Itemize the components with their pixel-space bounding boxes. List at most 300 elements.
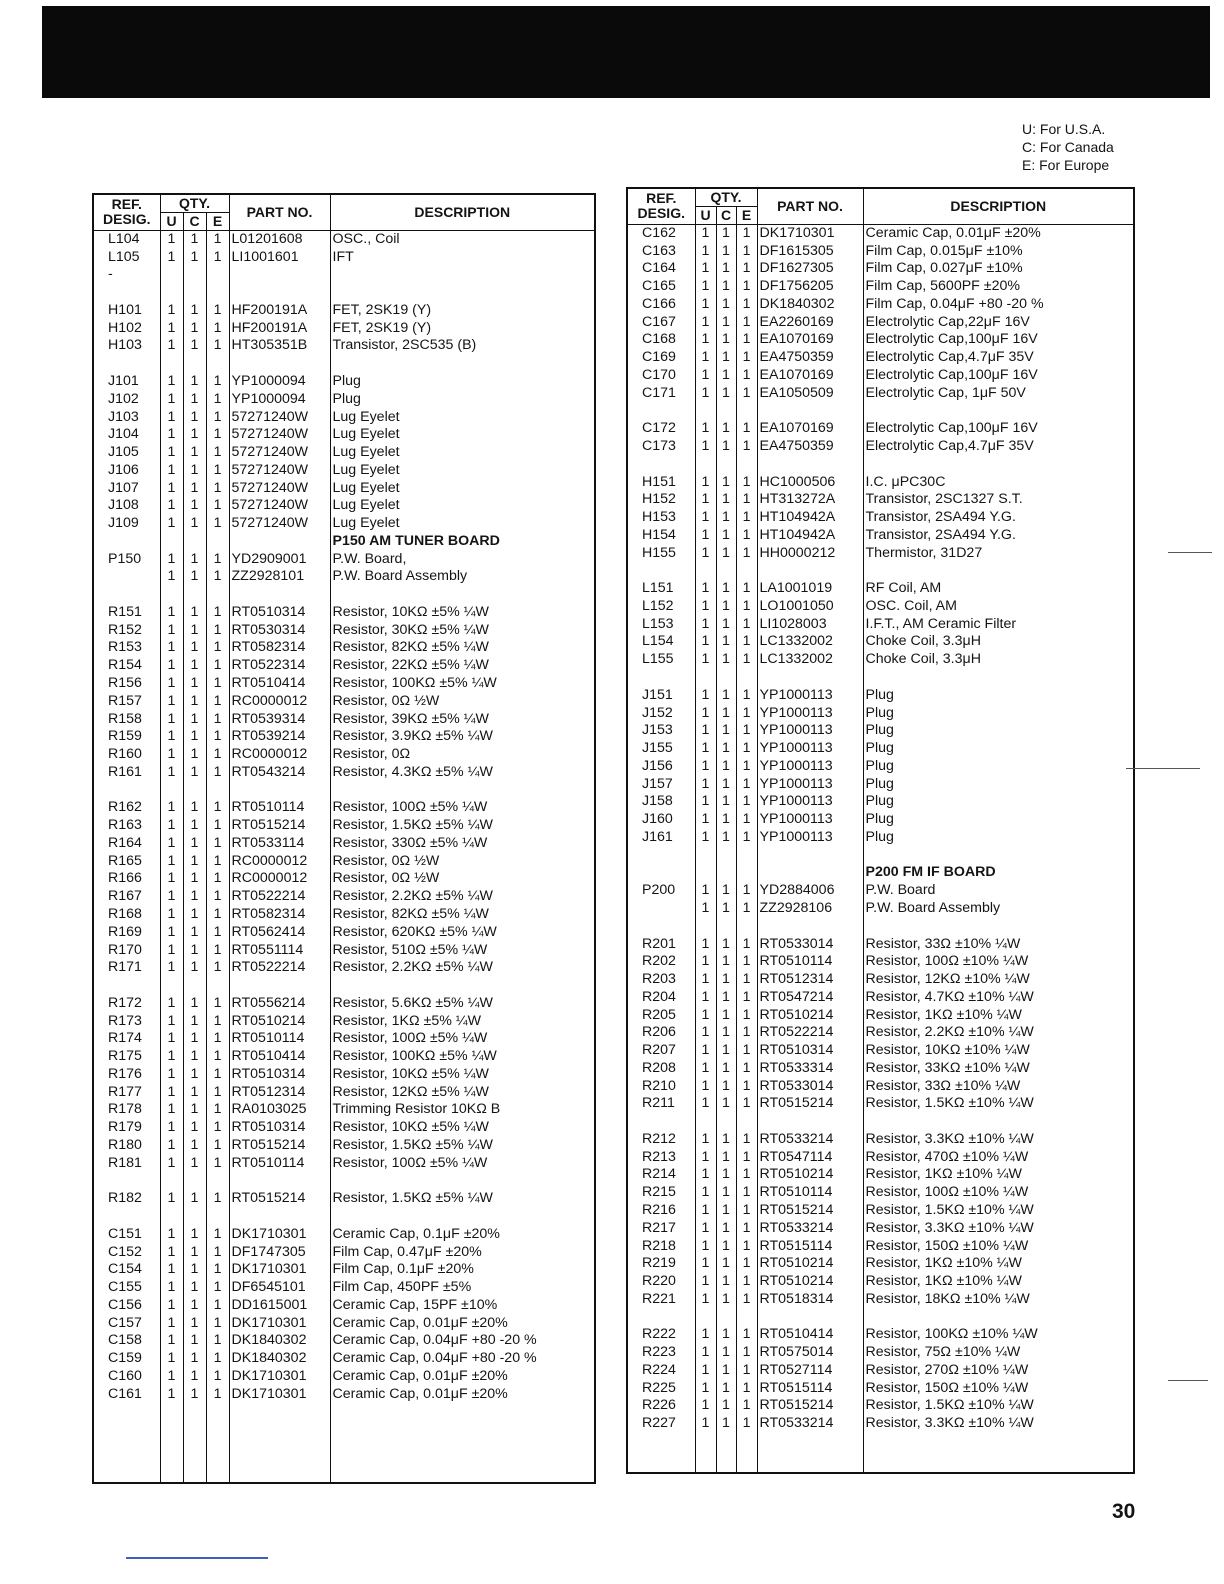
cell-part: RC0000012 xyxy=(229,870,330,888)
cell-desc: Resistor, 3.3KΩ ±10% ¼W xyxy=(863,1415,1134,1433)
cell-u: 1 xyxy=(160,302,183,320)
cell-c: 1 xyxy=(716,420,736,438)
cell-e: 1 xyxy=(206,1279,229,1297)
cell-u xyxy=(160,781,183,799)
cell-desc xyxy=(863,402,1134,420)
cell-ref: J157 xyxy=(627,775,695,793)
cell-c: 1 xyxy=(716,598,736,616)
parts-row xyxy=(93,1208,595,1226)
cell-desc: Lug Eyelet xyxy=(330,426,595,444)
parts-row xyxy=(627,296,1134,314)
cell-u: 1 xyxy=(160,373,183,391)
cell-part xyxy=(229,533,330,551)
cell-ref: R224 xyxy=(627,1362,695,1380)
cell-c: 1 xyxy=(716,509,736,527)
cell-e: 1 xyxy=(206,852,229,870)
cell-part: RT0510214 xyxy=(757,1273,863,1291)
parts-row xyxy=(627,882,1134,900)
cell-ref: J152 xyxy=(627,704,695,722)
parts-row xyxy=(627,1095,1134,1113)
cell-ref: R203 xyxy=(627,971,695,989)
cell-c: 1 xyxy=(183,1154,206,1172)
cell-desc: Choke Coil, 3.3μH xyxy=(863,651,1134,669)
cell-e: 1 xyxy=(206,941,229,959)
cell-u: 1 xyxy=(695,1362,716,1380)
parts-row xyxy=(627,1184,1134,1202)
cell-u: 1 xyxy=(160,1261,183,1279)
cell-e: 1 xyxy=(736,1148,757,1166)
cell-c: 1 xyxy=(716,651,736,669)
cell-part: DF1756205 xyxy=(757,278,863,296)
cell-part: RT0575014 xyxy=(757,1344,863,1362)
cell-part xyxy=(757,402,863,420)
parts-row xyxy=(93,675,595,693)
qty-u-header: U xyxy=(160,212,183,230)
parts-row xyxy=(627,1344,1134,1362)
parts-row xyxy=(627,811,1134,829)
cell-u: 1 xyxy=(695,438,716,456)
cell-e: 1 xyxy=(206,1296,229,1314)
cell-part: LC1332002 xyxy=(757,633,863,651)
cell-desc: Ceramic Cap, 15PF ±10% xyxy=(330,1296,595,1314)
parts-table-left-body xyxy=(93,230,595,1483)
cell-u xyxy=(695,669,716,687)
cell-c: 1 xyxy=(716,331,736,349)
cell-desc: Resistor, 510Ω ±5% ¼W xyxy=(330,941,595,959)
cell-desc: Resistor, 82KΩ ±5% ¼W xyxy=(330,906,595,924)
parts-row xyxy=(93,319,595,337)
cell-c xyxy=(183,977,206,995)
part-no-header: PART NO. xyxy=(757,188,863,224)
cell-c: 1 xyxy=(183,888,206,906)
qty-c-header: C xyxy=(716,206,736,224)
cell-e: 1 xyxy=(736,384,757,402)
parts-row xyxy=(627,527,1134,545)
cell-desc: Film Cap, 0.027μF ±10% xyxy=(863,260,1134,278)
parts-row xyxy=(93,994,595,1012)
cell-c: 1 xyxy=(183,1243,206,1261)
cell-part: RT0543214 xyxy=(229,763,330,781)
cell-ref: R219 xyxy=(627,1255,695,1273)
cell-desc: FET, 2SK19 (Y) xyxy=(330,302,595,320)
cell-e: 1 xyxy=(736,988,757,1006)
cell-ref: C159 xyxy=(93,1350,160,1368)
cell-ref xyxy=(93,355,160,373)
qty-header: QTY. xyxy=(160,194,229,212)
cell-ref: R164 xyxy=(93,835,160,853)
parts-row xyxy=(627,1308,1134,1326)
cell-u: 1 xyxy=(160,1048,183,1066)
cell-part xyxy=(757,846,863,864)
cell-part: RT0510214 xyxy=(757,1166,863,1184)
cell-ref: P200 xyxy=(627,882,695,900)
cell-e: 1 xyxy=(206,1243,229,1261)
parts-row xyxy=(627,455,1134,473)
cell-u: 1 xyxy=(160,319,183,337)
cell-ref: R212 xyxy=(627,1131,695,1149)
cell-u: 1 xyxy=(160,1314,183,1332)
cell-c: 1 xyxy=(716,260,736,278)
cell-ref: C155 xyxy=(93,1279,160,1297)
filler-cell xyxy=(716,1433,736,1473)
cell-c: 1 xyxy=(716,491,736,509)
cell-ref: R208 xyxy=(627,1059,695,1077)
cell-ref: R207 xyxy=(627,1042,695,1060)
cell-part: 57271240W xyxy=(229,426,330,444)
cell-desc: Resistor, 1KΩ ±10% ¼W xyxy=(863,1273,1134,1291)
cell-e xyxy=(206,781,229,799)
cell-ref: R171 xyxy=(93,959,160,977)
cell-c: 1 xyxy=(183,1332,206,1350)
cell-e: 1 xyxy=(736,1273,757,1291)
cell-u: 1 xyxy=(160,1030,183,1048)
cell-e: 1 xyxy=(206,1083,229,1101)
cell-desc: Electrolytic Cap,4.7μF 35V xyxy=(863,349,1134,367)
cell-ref: J105 xyxy=(93,444,160,462)
cell-e xyxy=(206,284,229,302)
cell-part: RT0510214 xyxy=(757,1006,863,1024)
cell-part: RC0000012 xyxy=(229,746,330,764)
cell-e: 1 xyxy=(206,373,229,391)
cell-ref: H155 xyxy=(627,544,695,562)
cell-u: 1 xyxy=(695,722,716,740)
cell-e: 1 xyxy=(736,1219,757,1237)
cell-u xyxy=(695,864,716,882)
parts-row xyxy=(93,1332,595,1350)
cell-c: 1 xyxy=(716,580,736,598)
cell-part: RT0515114 xyxy=(757,1237,863,1255)
cell-ref: C163 xyxy=(627,242,695,260)
footer-rule xyxy=(126,1557,268,1559)
cell-ref xyxy=(627,917,695,935)
cell-desc xyxy=(863,455,1134,473)
parts-row xyxy=(627,1397,1134,1415)
cell-part: LO1001050 xyxy=(757,598,863,616)
cell-part: RT0533014 xyxy=(757,935,863,953)
parts-row xyxy=(627,704,1134,722)
cell-desc: Resistor, 1KΩ ±10% ¼W xyxy=(863,1006,1134,1024)
cell-c: 1 xyxy=(183,1368,206,1386)
cell-u: 1 xyxy=(160,959,183,977)
cell-c: 1 xyxy=(716,1237,736,1255)
cell-part: HH0000212 xyxy=(757,544,863,562)
cell-desc xyxy=(330,355,595,373)
parts-row xyxy=(627,651,1134,669)
cell-c: 1 xyxy=(716,473,736,491)
cell-desc: Resistor, 5.6KΩ ±5% ¼W xyxy=(330,994,595,1012)
cell-desc: Transistor, 2SC1327 S.T. xyxy=(863,491,1134,509)
cell-e: 1 xyxy=(206,835,229,853)
cell-c: 1 xyxy=(716,633,736,651)
cell-ref: H152 xyxy=(627,491,695,509)
cell-desc: Resistor, 2.2KΩ ±10% ¼W xyxy=(863,1024,1134,1042)
filler-cell xyxy=(229,1403,330,1483)
cell-c: 1 xyxy=(183,1012,206,1030)
cell-desc: Ceramic Cap, 0.01μF ±20% xyxy=(330,1314,595,1332)
cell-c: 1 xyxy=(716,740,736,758)
cell-e: 1 xyxy=(206,248,229,266)
cell-part: LI1028003 xyxy=(757,615,863,633)
cell-e xyxy=(206,586,229,604)
cell-u: 1 xyxy=(695,1379,716,1397)
parts-row xyxy=(93,230,595,248)
cell-u: 1 xyxy=(160,870,183,888)
cell-ref: R211 xyxy=(627,1095,695,1113)
cell-e: 1 xyxy=(206,675,229,693)
cell-c: 1 xyxy=(183,799,206,817)
cell-desc: Resistor, 100Ω ±5% ¼W xyxy=(330,1154,595,1172)
filler-cell xyxy=(330,1403,595,1483)
cell-desc: Resistor, 1.5KΩ ±5% ¼W xyxy=(330,1190,595,1208)
cell-c xyxy=(183,533,206,551)
cell-desc xyxy=(863,669,1134,687)
cell-ref: R161 xyxy=(93,763,160,781)
cell-desc: Resistor, 12KΩ ±10% ¼W xyxy=(863,971,1134,989)
parts-row xyxy=(627,491,1134,509)
cell-u: 1 xyxy=(695,331,716,349)
cell-desc: Resistor, 10KΩ ±5% ¼W xyxy=(330,1065,595,1083)
cell-u xyxy=(695,1308,716,1326)
cell-u: 1 xyxy=(695,882,716,900)
cell-ref: P150 xyxy=(93,550,160,568)
cell-c: 1 xyxy=(716,527,736,545)
cell-c: 1 xyxy=(183,1314,206,1332)
cell-u: 1 xyxy=(160,1101,183,1119)
cell-ref: R168 xyxy=(93,906,160,924)
cell-c: 1 xyxy=(183,852,206,870)
parts-table-right xyxy=(626,187,1135,1474)
cell-u xyxy=(160,1172,183,1190)
parts-row xyxy=(93,728,595,746)
cell-e: 1 xyxy=(736,686,757,704)
parts-row xyxy=(93,604,595,622)
cell-u: 1 xyxy=(695,367,716,385)
parts-row xyxy=(627,917,1134,935)
cell-c: 1 xyxy=(716,1290,736,1308)
cell-e: 1 xyxy=(736,953,757,971)
cell-u: 1 xyxy=(695,598,716,616)
cell-u: 1 xyxy=(160,799,183,817)
cell-ref: R180 xyxy=(93,1137,160,1155)
cell-ref: H151 xyxy=(627,473,695,491)
cell-desc: Plug xyxy=(863,740,1134,758)
parts-row xyxy=(93,852,595,870)
cell-desc xyxy=(330,1208,595,1226)
cell-e: 1 xyxy=(736,793,757,811)
cell-u: 1 xyxy=(160,1119,183,1137)
cell-u: 1 xyxy=(695,1184,716,1202)
parts-row xyxy=(93,870,595,888)
parts-row xyxy=(627,740,1134,758)
cell-e: 1 xyxy=(206,444,229,462)
cell-desc: Ceramic Cap, 0.1μF ±20% xyxy=(330,1225,595,1243)
cell-u: 1 xyxy=(695,686,716,704)
cell-e: 1 xyxy=(206,479,229,497)
cell-e: 1 xyxy=(736,278,757,296)
cell-e: 1 xyxy=(206,639,229,657)
parts-row xyxy=(93,977,595,995)
cell-part: RT0515214 xyxy=(229,817,330,835)
cell-u: 1 xyxy=(160,941,183,959)
cell-desc: Resistor, 10KΩ ±5% ¼W xyxy=(330,1119,595,1137)
cell-desc: Resistor, 2.2KΩ ±5% ¼W xyxy=(330,888,595,906)
parts-row xyxy=(93,1083,595,1101)
cell-c: 1 xyxy=(716,1148,736,1166)
cell-desc: Resistor, 100Ω ±10% ¼W xyxy=(863,953,1134,971)
cell-part: RT0556214 xyxy=(229,994,330,1012)
cell-c: 1 xyxy=(183,817,206,835)
cell-e: 1 xyxy=(736,260,757,278)
cell-desc: Film Cap, 5600PF ±20% xyxy=(863,278,1134,296)
cell-c xyxy=(716,846,736,864)
cell-u: 1 xyxy=(695,1042,716,1060)
cell-e: 1 xyxy=(736,757,757,775)
parts-row xyxy=(93,1030,595,1048)
cell-desc: P.W. Board xyxy=(863,882,1134,900)
cell-part: HT104942A xyxy=(757,527,863,545)
cell-u: 1 xyxy=(695,1202,716,1220)
cell-c: 1 xyxy=(716,1042,736,1060)
cell-ref: L104 xyxy=(93,230,160,248)
cell-ref xyxy=(627,402,695,420)
cell-desc: Resistor, 620KΩ ±5% ¼W xyxy=(330,923,595,941)
cell-desc: Lug Eyelet xyxy=(330,461,595,479)
cell-part: RT0533214 xyxy=(757,1415,863,1433)
parts-row xyxy=(93,1119,595,1137)
cell-u: 1 xyxy=(160,657,183,675)
cell-part: RT0518314 xyxy=(757,1290,863,1308)
cell-ref xyxy=(627,900,695,918)
parts-row xyxy=(93,621,595,639)
cell-desc: Resistor, 1.5KΩ ±10% ¼W xyxy=(863,1095,1134,1113)
cell-part: DK1710301 xyxy=(229,1225,330,1243)
parts-row xyxy=(627,1273,1134,1291)
cell-c: 1 xyxy=(183,479,206,497)
cell-u: 1 xyxy=(160,1385,183,1403)
cell-e: 1 xyxy=(206,710,229,728)
cell-ref: R172 xyxy=(93,994,160,1012)
cell-c: 1 xyxy=(183,675,206,693)
parts-row xyxy=(93,373,595,391)
cell-u: 1 xyxy=(695,224,716,242)
cell-u: 1 xyxy=(695,1131,716,1149)
cell-ref: C167 xyxy=(627,313,695,331)
cell-e: 1 xyxy=(206,1314,229,1332)
cell-u: 1 xyxy=(695,1237,716,1255)
cell-e: 1 xyxy=(736,1006,757,1024)
cell-c: 1 xyxy=(716,384,736,402)
cell-e: 1 xyxy=(736,1237,757,1255)
cell-u: 1 xyxy=(160,1279,183,1297)
cell-desc: I.F.T., AM Ceramic Filter xyxy=(863,615,1134,633)
cell-c: 1 xyxy=(183,408,206,426)
cell-ref: J106 xyxy=(93,461,160,479)
cell-c: 1 xyxy=(716,349,736,367)
cell-u: 1 xyxy=(160,1332,183,1350)
cell-ref: J102 xyxy=(93,390,160,408)
cell-desc: Plug xyxy=(863,793,1134,811)
cell-ref xyxy=(93,1172,160,1190)
cell-e: 1 xyxy=(206,888,229,906)
cell-e: 1 xyxy=(206,817,229,835)
cell-part: RT0510314 xyxy=(757,1042,863,1060)
cell-part: ZZ2928106 xyxy=(757,900,863,918)
parts-row xyxy=(93,817,595,835)
cell-ref: R201 xyxy=(627,935,695,953)
cell-c: 1 xyxy=(716,544,736,562)
cell-u: 1 xyxy=(695,740,716,758)
cell-u xyxy=(695,455,716,473)
cell-u: 1 xyxy=(695,509,716,527)
cell-part: EA4750359 xyxy=(757,349,863,367)
cell-u: 1 xyxy=(160,692,183,710)
cell-e: 1 xyxy=(206,426,229,444)
parts-row xyxy=(627,420,1134,438)
cell-u: 1 xyxy=(160,230,183,248)
cell-part: DK1710301 xyxy=(229,1314,330,1332)
parts-row xyxy=(627,562,1134,580)
cell-desc: Resistor, 1KΩ ±10% ¼W xyxy=(863,1166,1134,1184)
cell-ref: C172 xyxy=(627,420,695,438)
cell-desc: IFT xyxy=(330,248,595,266)
cell-ref: C151 xyxy=(93,1225,160,1243)
parts-row xyxy=(93,1314,595,1332)
cell-c: 1 xyxy=(183,1279,206,1297)
cell-desc: Resistor, 1KΩ ±5% ¼W xyxy=(330,1012,595,1030)
parts-row xyxy=(93,515,595,533)
cell-e: 1 xyxy=(736,1059,757,1077)
description-header: DESCRIPTION xyxy=(863,188,1134,224)
cell-part: YD2909001 xyxy=(229,550,330,568)
cell-part: DF1747305 xyxy=(229,1243,330,1261)
cell-desc: Resistor, 100KΩ ±5% ¼W xyxy=(330,675,595,693)
cell-part: 57271240W xyxy=(229,408,330,426)
cell-c: 1 xyxy=(716,1219,736,1237)
cell-u: 1 xyxy=(695,1219,716,1237)
cell-part: 57271240W xyxy=(229,444,330,462)
cell-part: RT0533214 xyxy=(757,1131,863,1149)
cell-u: 1 xyxy=(695,580,716,598)
parts-row xyxy=(627,1415,1134,1433)
cell-ref: R159 xyxy=(93,728,160,746)
cell-part: RT0510314 xyxy=(229,604,330,622)
parts-row xyxy=(93,710,595,728)
cell-desc: Ceramic Cap, 0.01μF ±20% xyxy=(863,224,1134,242)
cell-u: 1 xyxy=(160,817,183,835)
cell-u: 1 xyxy=(695,651,716,669)
cell-u: 1 xyxy=(160,906,183,924)
description-header: DESCRIPTION xyxy=(330,194,595,230)
cell-desc xyxy=(863,846,1134,864)
cell-ref: R157 xyxy=(93,692,160,710)
cell-part: RC0000012 xyxy=(229,852,330,870)
cell-c xyxy=(183,1172,206,1190)
cell-u: 1 xyxy=(160,408,183,426)
parts-row xyxy=(93,355,595,373)
cell-e: 1 xyxy=(736,1131,757,1149)
cell-ref: J161 xyxy=(627,829,695,847)
cell-e: 1 xyxy=(736,527,757,545)
cell-part: RT0515214 xyxy=(757,1095,863,1113)
cell-ref: R216 xyxy=(627,1202,695,1220)
cell-part: RC0000012 xyxy=(229,692,330,710)
cell-c: 1 xyxy=(183,426,206,444)
parts-row xyxy=(627,935,1134,953)
cell-part: YP1000113 xyxy=(757,829,863,847)
cell-desc: Ceramic Cap, 0.04μF +80 -20 % xyxy=(330,1332,595,1350)
cell-ref: R158 xyxy=(93,710,160,728)
parts-row xyxy=(93,1137,595,1155)
